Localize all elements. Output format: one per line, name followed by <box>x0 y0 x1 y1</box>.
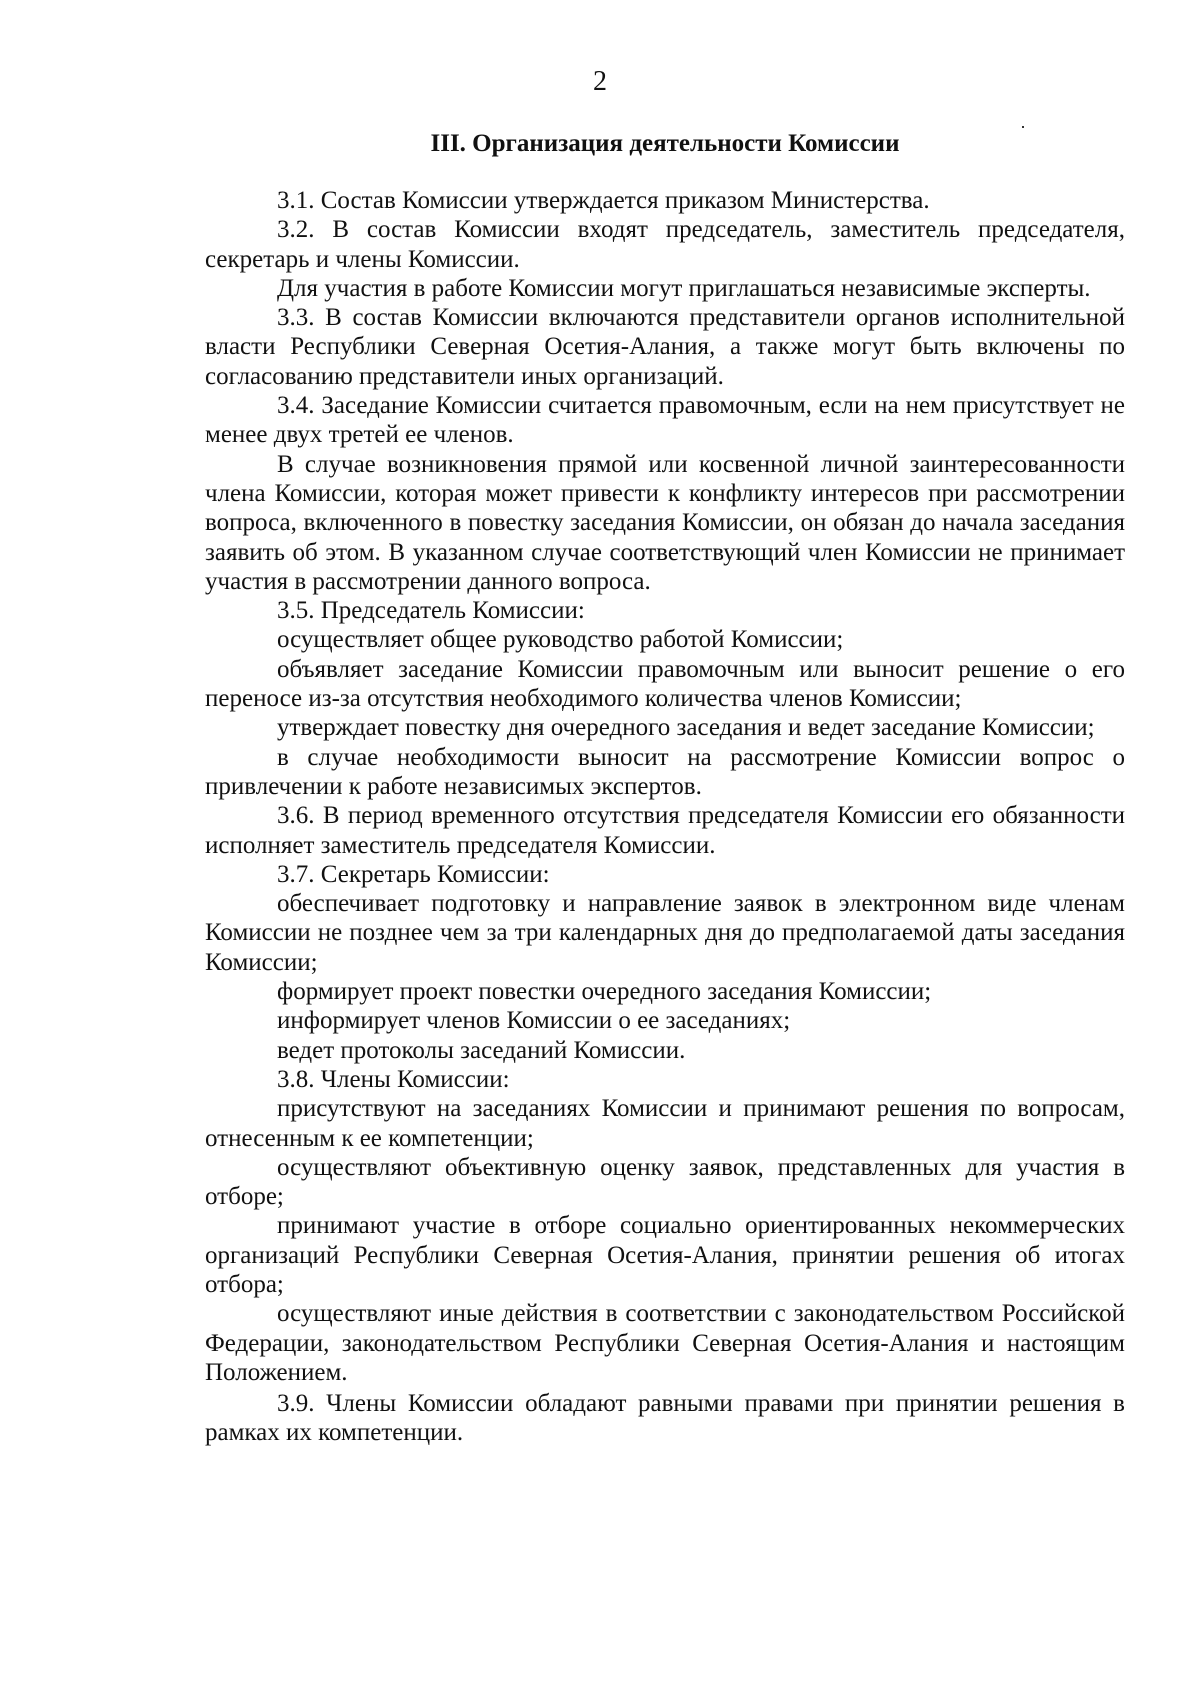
chairman-duty-agenda: утверждает повестку дня очередного заседания и ведет заседание Комиссии; <box>277 714 1095 742</box>
paragraph-3-8: 3.8. Члены Комиссии: <box>277 1065 510 1093</box>
paragraph-3-6: 3.6. В период временного отсутствия председателя Комиссии его обязанности исполняет заместитель председателя Комиссии. <box>205 802 1125 859</box>
paragraph-3-4: 3.4. Заседание Комиссии считается правомочным, если на нем присутствует не менее двух третей ее членов. <box>205 392 1125 449</box>
chairman-duty-experts: в случае необходимости выносит на рассмотрение Комиссии вопрос о привлечении к работе независимых экспертов. <box>205 743 1125 800</box>
paragraph-3-7: 3.7. Секретарь Комиссии: <box>277 860 550 888</box>
section-title: III. Организация деятельности Комиссии <box>430 130 900 157</box>
paragraph-experts: Для участия в работе Комиссии могут приглашаться независимые эксперты. <box>277 274 1091 302</box>
paragraph-3-9: 3.9. Члены Комиссии обладают равными правами при принятии решения в рамках их компетенции. <box>205 1390 1125 1447</box>
member-duty-other: осуществляют иные действия в соответствии с законодательством Российской Федерации, законодательством Республики Северная Осетия-Алания и настоящим Положением. <box>205 1300 1125 1386</box>
page-number: 2 <box>593 66 607 97</box>
chairman-duty-quorum: объявляет заседание Комиссии правомочным или выносит решение о его переносе из-за отсутствия необходимого количества членов Комиссии; <box>205 655 1125 713</box>
secretary-duty-protocols: ведет протоколы заседаний Комиссии. <box>277 1036 686 1064</box>
paragraph-3-5: 3.5. Председатель Комиссии: <box>277 597 585 625</box>
member-duty-attend: присутствуют на заседаниях Комиссии и принимают решения по вопросам, отнесенным к ее компетенции; <box>205 1095 1125 1152</box>
paragraph-3-3: 3.3. В состав Комиссии включаются представители органов исполнительной власти Республики Северная Осетия-Алания, а также могут быть включены по согласованию представители иных организаций. <box>205 304 1125 390</box>
secretary-duty-applications: обеспечивает подготовку и направление заявок в электронном виде членам Комиссии не позднее чем за три календарных дня до предполагаемой даты заседания Комиссии; <box>205 890 1125 976</box>
paragraph-conflict-of-interest: В случае возникновения прямой или косвенной личной заинтересованности члена Комиссии, которая может привести к конфликту интересов при рассмотрении вопроса, включенного в повестку заседания Комиссии, он обязан до начала заседания заявить об этом. В указанном случае соответствующий член Комиссии не принимает участия в рассмотрении данного вопроса. <box>205 450 1125 595</box>
document-body <box>205 186 1125 1448</box>
member-duty-selection: принимают участие в отборе социально ориентированных некоммерческих организаций Республики Северная Осетия-Алания, принятии решения об итогах отбора; <box>205 1212 1125 1298</box>
paragraph-3-1: 3.1. Состав Комиссии утверждается приказом Министерства. <box>277 187 930 214</box>
paragraph-3-2: 3.2. В состав Комиссии входят председатель, заместитель председателя, секретарь и члены Комиссии. <box>205 216 1125 273</box>
chairman-duty-general-management: осуществляет общее руководство работой Комиссии; <box>277 626 844 654</box>
secretary-duty-inform: информирует членов Комиссии о ее заседаниях; <box>277 1007 791 1035</box>
member-duty-evaluate: осуществляют объективную оценку заявок, представленных для участия в отборе; <box>205 1153 1125 1211</box>
secretary-duty-agenda: формирует проект повестки очередного заседания Комиссии; <box>277 978 932 1006</box>
